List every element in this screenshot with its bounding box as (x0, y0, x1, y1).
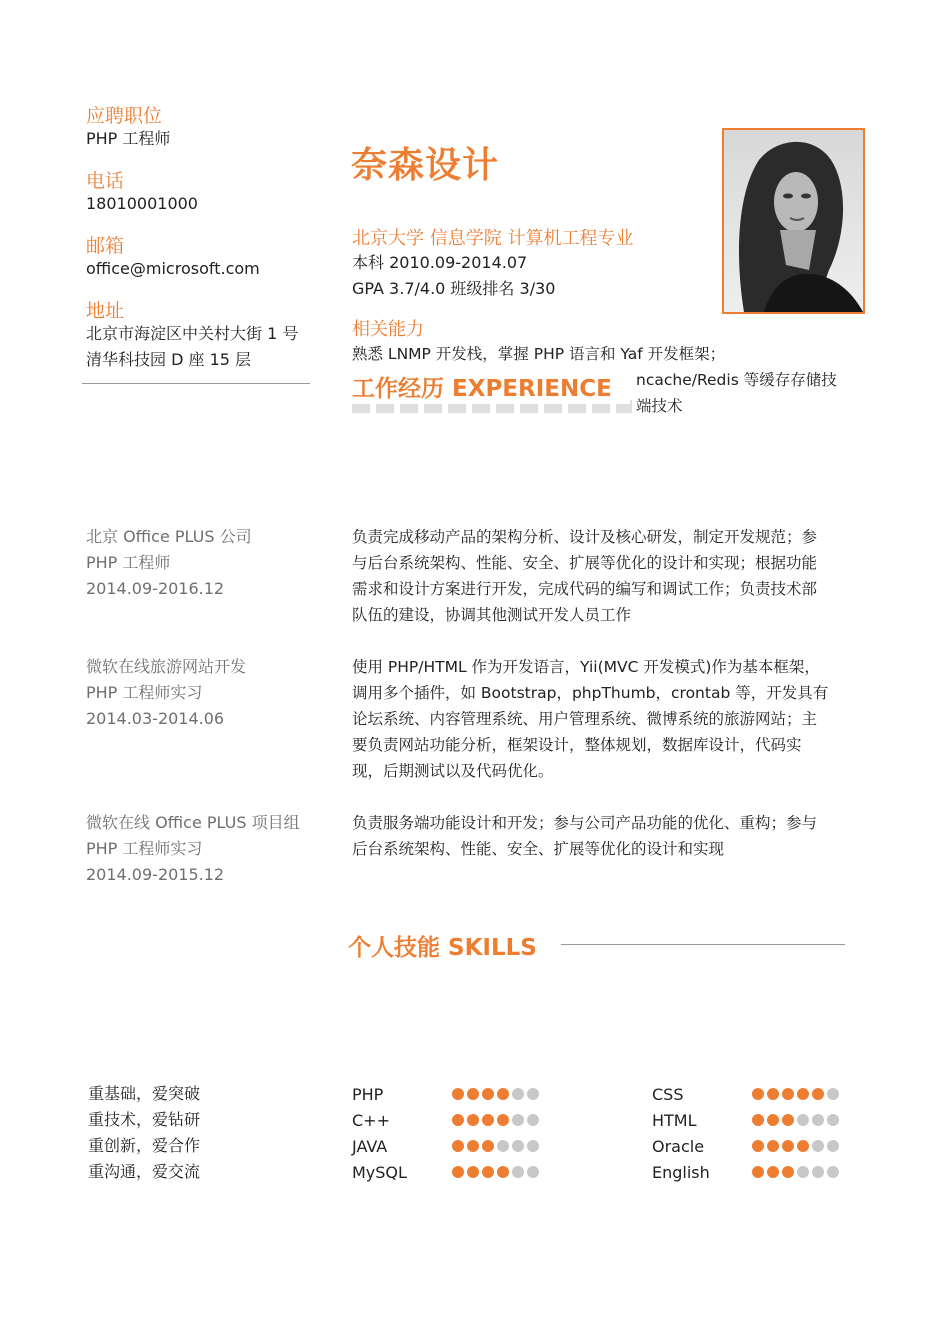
skill-dot-empty (827, 1088, 839, 1100)
experience-role: PHP 工程师 (86, 553, 171, 572)
skill-dot-filled (482, 1140, 494, 1152)
skill-dot-filled (467, 1140, 479, 1152)
ability-line-1: 熟悉 LNMP 开发栈，掌握 PHP 语言和 Yaf 开发框架； (352, 345, 726, 363)
person-name: 奈森设计 (351, 145, 500, 186)
description-line: 负责完成移动产品的架构分析、设计及核心研发，制定开发规范；参 (352, 528, 818, 546)
profile-photo (722, 128, 865, 314)
experience-role: PHP 工程师实习 (86, 683, 203, 702)
description-line: 使用 PHP/HTML 作为开发语言，Yii(MVC 开发模式)作为基本框架， (352, 658, 820, 676)
skill-dot-filled (782, 1166, 794, 1178)
skill-dot-filled (767, 1088, 779, 1100)
skill-dot-filled (767, 1166, 779, 1178)
experience-period: 2014.03-2014.06 (86, 709, 225, 728)
ability-line-2: ncache/Redis 等缓存存储技 (636, 371, 837, 389)
skill-dot-filled (752, 1114, 764, 1126)
phone-value: 18010001000 (86, 194, 198, 213)
address-label: 地址 (86, 300, 125, 322)
skill-dot-filled (767, 1114, 779, 1126)
skill-dot-empty (827, 1140, 839, 1152)
skill-dot-filled (797, 1088, 809, 1100)
skill-dot-empty (812, 1166, 824, 1178)
address-line-2: 清华科技园 D 座 15 层 (86, 350, 252, 369)
email-label: 邮箱 (86, 235, 125, 257)
gpa-line: GPA 3.7/4.0 班级排名 3/30 (352, 279, 556, 298)
skill-dot-empty (797, 1166, 809, 1178)
degree-line: 本科 2010.09-2014.07 (352, 253, 528, 272)
motto-list (88, 1081, 200, 1185)
skills-title: 个人技能 SKILLS (348, 935, 537, 961)
experience-role: PHP 工程师实习 (86, 839, 203, 858)
skill-dot-filled (752, 1088, 764, 1100)
experience-meta (86, 810, 300, 888)
skill-row (652, 1133, 839, 1159)
skill-name: English (652, 1162, 710, 1182)
skill-row (652, 1107, 839, 1133)
skill-level-dots (752, 1140, 839, 1152)
skill-level-dots (452, 1166, 539, 1178)
skill-row (352, 1107, 539, 1133)
experience-company: 北京 Office PLUS 公司 (86, 527, 252, 546)
contact-divider (82, 383, 310, 384)
skills-divider (561, 944, 845, 945)
experience-description (352, 654, 828, 784)
motto-item: 重创新，爱合作 (88, 1136, 201, 1155)
skill-name: Oracle (652, 1136, 705, 1156)
skill-dot-empty (527, 1140, 539, 1152)
skill-dot-filled (752, 1140, 764, 1152)
ability-label: 相关能力 (352, 319, 424, 340)
description-line: 需求和设计方案进行开发，完成代码的编写和调试工作；负责技术部 (352, 580, 818, 598)
skill-name: HTML (652, 1110, 697, 1130)
phone-label: 电话 (86, 170, 125, 192)
skill-dot-empty (497, 1140, 509, 1152)
experience-meta (86, 524, 252, 602)
skill-dot-empty (827, 1166, 839, 1178)
skill-dot-filled (467, 1166, 479, 1178)
skill-dot-filled (812, 1088, 824, 1100)
skill-level-dots (752, 1114, 839, 1126)
skill-level-dots (752, 1088, 839, 1100)
skill-dot-filled (497, 1166, 509, 1178)
skill-dot-empty (797, 1114, 809, 1126)
experience-company: 微软在线旅游网站开发 (86, 657, 247, 676)
skill-row (352, 1159, 539, 1185)
ability-line-3: 端技术 (636, 397, 683, 415)
description-line: 要负责网站功能分析，框架设计，整体规划，数据库设计，代码实 (352, 736, 802, 754)
skill-dot-empty (527, 1114, 539, 1126)
skill-dot-filled (452, 1114, 464, 1126)
experience-period: 2014.09-2016.12 (86, 579, 225, 598)
description-line: 队伍的建设，协调其他测试开发人员工作 (352, 606, 632, 624)
description-line: 负责服务端功能设计和开发；参与公司产品功能的优化、重构；参与 (352, 814, 818, 832)
experience-description (352, 810, 817, 862)
skill-dot-filled (752, 1166, 764, 1178)
skill-row (352, 1133, 539, 1159)
skill-dot-filled (452, 1166, 464, 1178)
description-line: 论坛系统、内容管理系统、用户管理系统、微博系统的旅游网站；主 (352, 710, 818, 728)
motto-item: 重沟通，爱交流 (88, 1162, 201, 1181)
skill-dot-filled (482, 1088, 494, 1100)
address-line-1: 北京市海淀区中关村大街 1 号 (86, 324, 299, 343)
skill-dot-empty (812, 1114, 824, 1126)
skill-dot-filled (452, 1140, 464, 1152)
experience-description (352, 524, 817, 628)
experience-meta (86, 654, 246, 732)
skill-name: MySQL (352, 1162, 407, 1182)
skill-dot-filled (782, 1114, 794, 1126)
skill-level-dots (452, 1088, 539, 1100)
skills-left-column (352, 1081, 539, 1185)
skill-dot-empty (512, 1088, 524, 1100)
skill-dot-filled (497, 1114, 509, 1126)
email-value: office@microsoft.com (86, 259, 260, 278)
skill-dot-empty (827, 1114, 839, 1126)
skill-name: JAVA (352, 1136, 388, 1156)
skill-dot-empty (512, 1166, 524, 1178)
skill-dot-empty (812, 1140, 824, 1152)
experience-period: 2014.09-2015.12 (86, 865, 225, 884)
skill-dot-filled (782, 1140, 794, 1152)
skill-dot-filled (452, 1088, 464, 1100)
skill-dot-filled (482, 1114, 494, 1126)
skill-dot-empty (512, 1114, 524, 1126)
skill-dot-filled (782, 1088, 794, 1100)
skill-dot-filled (797, 1140, 809, 1152)
job-value: PHP 工程师 (86, 129, 171, 148)
skill-row (652, 1159, 839, 1185)
skill-dot-empty (527, 1088, 539, 1100)
skill-level-dots (752, 1166, 839, 1178)
skill-level-dots (452, 1140, 539, 1152)
skill-dot-filled (467, 1114, 479, 1126)
skill-dot-empty (512, 1140, 524, 1152)
experience-title: 工作经历 EXPERIENCE (352, 376, 612, 402)
skill-dot-filled (497, 1088, 509, 1100)
motto-item: 重基础，爱突破 (88, 1084, 201, 1103)
description-line: 现，后期测试以及代码优化。 (352, 762, 554, 780)
description-line: 调用多个插件，如 Bootstrap，phpThumb，crontab 等，开发具有 (352, 684, 829, 702)
skill-name: C++ (352, 1110, 390, 1130)
portrait-image (724, 130, 863, 312)
skill-dot-filled (482, 1166, 494, 1178)
motto-item: 重技术，爱钻研 (88, 1110, 201, 1129)
skill-dot-filled (467, 1088, 479, 1100)
skill-row (652, 1081, 839, 1107)
job-label: 应聘职位 (86, 105, 163, 127)
school-line: 北京大学 信息学院 计算机工程专业 (352, 228, 634, 249)
skill-dot-filled (767, 1140, 779, 1152)
skill-name: PHP (352, 1084, 384, 1104)
skill-level-dots (452, 1114, 539, 1126)
experience-company: 微软在线 Office PLUS 项目组 (86, 813, 300, 832)
skill-dot-empty (527, 1166, 539, 1178)
description-line: 后台系统架构、性能、安全、扩展等优化的设计和实现 (352, 840, 725, 858)
skill-row (352, 1081, 539, 1107)
skills-right-column (652, 1081, 839, 1185)
description-line: 与后台系统架构、性能、安全、扩展等优化的设计和实现；根据功能 (352, 554, 818, 572)
skill-name: CSS (652, 1084, 684, 1104)
